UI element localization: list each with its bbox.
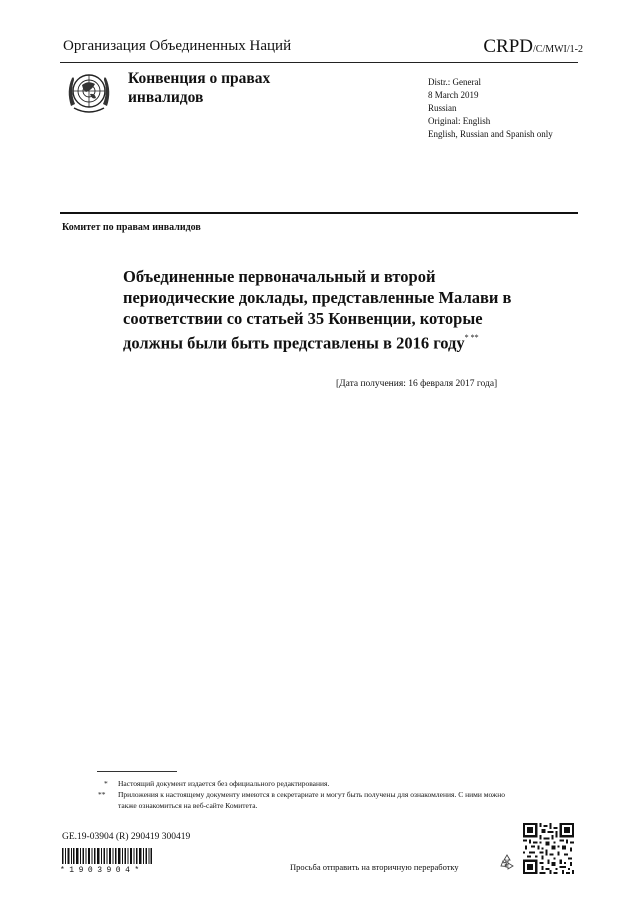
distribution-block bbox=[428, 76, 553, 141]
document-title bbox=[123, 266, 523, 354]
footnote bbox=[96, 778, 516, 789]
committee-name: Комитет по правам инвалидов bbox=[62, 222, 201, 233]
footnote-rule bbox=[97, 771, 177, 772]
footnote-mark: * bbox=[104, 779, 108, 788]
distribution-line: Distr.: General bbox=[428, 77, 481, 87]
document-title-text: Объединенные первоначальный и второй периодические доклады, представленные Малави в соответствии со статьей 35 Конвенции, которые должны были быть представлены в 2016 году bbox=[123, 267, 512, 353]
recycle-notice: Просьба отправить на вторичную переработку bbox=[290, 862, 459, 872]
title-footnote-marks: * ** bbox=[464, 333, 479, 342]
footnote-text: Настоящий документ издается без официального редактирования. bbox=[118, 779, 330, 788]
footnote-mark: ** bbox=[98, 790, 106, 799]
recycle-icon bbox=[498, 853, 516, 871]
section-rule bbox=[60, 212, 578, 214]
symbol-suffix: /C/MWI/1-2 bbox=[533, 44, 583, 55]
distribution-date: 8 March 2019 bbox=[428, 90, 479, 100]
job-number: GE.19-03904 (R) 290419 300419 bbox=[62, 832, 191, 842]
header-rule bbox=[60, 62, 578, 63]
symbol-main: CRPD bbox=[483, 36, 533, 57]
qr-code-icon bbox=[523, 823, 574, 874]
organization-name: Организация Объединенных Наций bbox=[63, 38, 292, 54]
un-emblem-icon bbox=[62, 66, 116, 120]
footnote bbox=[96, 789, 516, 811]
distribution-availability: English, Russian and Spanish only bbox=[428, 129, 553, 139]
barcode-number: *1903904* bbox=[60, 866, 144, 875]
distribution-language: Russian bbox=[428, 103, 457, 113]
document-symbol bbox=[483, 36, 583, 58]
footnotes bbox=[96, 778, 516, 811]
convention-title: Конвенция о правах инвалидов bbox=[128, 70, 271, 106]
footnote-text: Приложения к настоящему документу имеются в секретариате и могут быть получены для ознакомления. С ними можно также ознакомиться на веб-сайте Комитета. bbox=[118, 790, 506, 810]
distribution-original: Original: English bbox=[428, 116, 491, 126]
received-date: [Дата получения: 16 февраля 2017 года] bbox=[336, 379, 498, 389]
